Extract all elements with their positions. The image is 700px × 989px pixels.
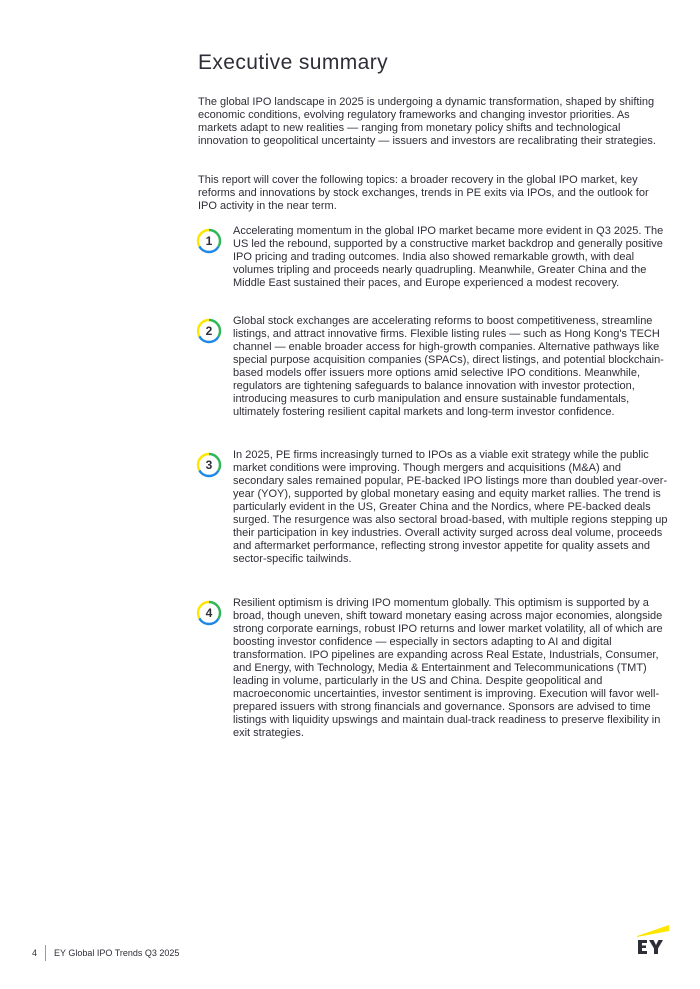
topic-number: 3: [205, 458, 213, 472]
page-footer: [32, 945, 179, 961]
numbered-ring-icon: [196, 600, 222, 626]
topic-item-1: [196, 225, 670, 290]
topic-item-2: [196, 315, 670, 419]
topic-text: In 2025, PE firms increasingly turned to IPOs as a viable exit strategy while the public market conditions were improving. Though mergers and acquisitions (M&A) and secondary sales remained popular, PE-backed IPO listings more than doubled year-over-year (YOY), supported by global monetary easing and equity market rallies. The trend is particularly evident in the US, Greater China and the Nordics, where PE-backed deals surged. The resurgence was also sectoral broad-based, with multiple regions stepping up their participation in key industries. Overall activity surged across deal volume, proceeds and aftermarket performance, reflecting strong investor appetite for quality assets and sector-specific tailwinds.: [233, 449, 668, 565]
topic-text: Resilient optimism is driving IPO momentum globally. This optimism is supported by a broad, though uneven, shift toward monetary easing across major economies, alongside strong corporate earnings, robust IPO returns and lower market volatility, all of which are boosting investor confidence — especially in sectors adapting to AI and digital transformation. IPO pipelines are expanding across Real Estate, Industrials, Consumer, and Energy, with Technology, Media & Entertainment and Telecommunications (TMT) leading in volume, particularly in the US and China. Despite geopolitical and macroeconomic uncertainties, investor sentiment is improving. Execution will favor well-prepared issuers with strong financials and governance. Sponsors are advised to time listings with liquidity upswings and maintain dual-track readiness to preserve flexibility in exit strategies.: [233, 597, 663, 739]
page-number: 4: [32, 948, 38, 958]
publication-name: EY Global IPO Trends Q3 2025: [54, 948, 180, 958]
topic-item-4: [196, 597, 670, 740]
numbered-ring-icon: [196, 318, 222, 344]
footer-divider: [45, 945, 46, 961]
topic-item-3: [196, 449, 670, 566]
numbered-ring-icon: [196, 228, 222, 254]
page-title: Executive summary: [198, 51, 389, 74]
topic-text: Accelerating momentum in the global IPO market became more evident in Q3 2025. The US led the rebound, supported by a constructive market backdrop and generally positive IPO pricing and trading outcomes. India also showed remarkable growth, with deal volumes tripling and proceeds nearly quadrupling. Meanwhile, Greater China and the Middle East sustained their paces, and Europe experienced a modest recovery.: [233, 225, 664, 289]
topic-number: 4: [205, 606, 213, 620]
numbered-ring-icon: [196, 452, 222, 478]
topic-text: Global stock exchanges are accelerating reforms to boost competitiveness, streamline listings, and attract innovative firms. Flexible listing rules — such as Hong Kong's TECH channel — enable broader access for high-growth companies. Alternative pathways like special purpose acquisition companies (SPACs), direct listings, and potential blockchain-based models offer issuers more options amid selective IPO conditions. Meanwhile, regulators are tightening safeguards to balance innovation with investor protection, introducing measures to curb manipulation and ensure sustainable fundamentals, ultimately fostering resilient capital markets and long-term investor confidence.: [233, 315, 664, 418]
topic-number: 1: [205, 234, 213, 248]
intro-paragraph-2: This report will cover the following topics: a broader recovery in the global IPO market, key reforms and innovations by stock exchanges, trends in PE exits via IPOs, and the outlook for IPO activity in the near term.: [198, 174, 649, 212]
topic-number: 2: [205, 324, 213, 338]
intro-paragraph-1: The global IPO landscape in 2025 is undergoing a dynamic transformation, shaped by shifting economic conditions, evolving regulatory frameworks and changing investor priorities. As markets adapt to new realities — ranging from monetary policy shifts and technological innovation to geopolitical uncertainty — issuers and investors are recalibrating their strategies.: [198, 96, 656, 147]
ey-logo: [636, 924, 670, 957]
